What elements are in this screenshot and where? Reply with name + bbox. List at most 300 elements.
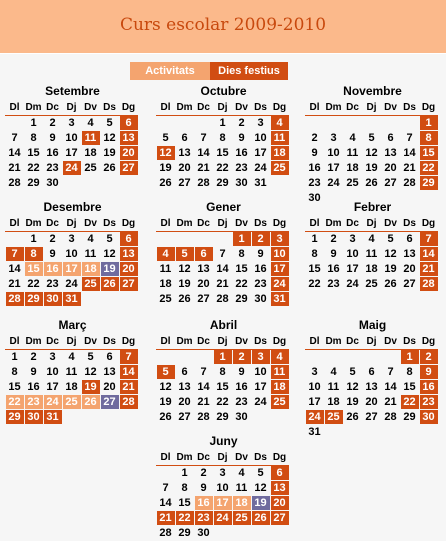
month-març — [5, 318, 140, 425]
day-cell: 16 — [420, 380, 438, 394]
weekday-header: Dc — [194, 101, 213, 116]
day-cell: 28 — [420, 277, 438, 291]
day-cell: 15 — [178, 497, 191, 509]
day-cell: 1 — [233, 232, 251, 246]
day-cell: 1 — [420, 116, 438, 130]
day-cell: 25 — [365, 278, 378, 290]
day-cell: 10 — [346, 248, 359, 260]
day-cell: 14 — [197, 381, 210, 393]
day-cell: 22 — [216, 396, 229, 408]
empty-cell — [362, 116, 381, 131]
day-cell: 29 — [216, 177, 229, 189]
month-name: Maig — [358, 318, 387, 332]
weekday-header: Dl — [305, 217, 324, 232]
day-cell: 4 — [349, 132, 356, 144]
day-cell: 17 — [327, 162, 340, 174]
day-cell: 5 — [157, 365, 175, 379]
day-cell: 13 — [403, 248, 416, 260]
day-cell: 28 — [197, 177, 210, 189]
weekday-header: Ds — [100, 335, 119, 350]
weekday-header: Ds — [100, 101, 119, 116]
day-cell: 13 — [178, 381, 191, 393]
month-grid — [5, 335, 138, 425]
day-cell: 15 — [27, 147, 40, 159]
day-cell: 10 — [254, 366, 267, 378]
weekday-header: Ds — [400, 101, 419, 116]
day-cell: 14 — [403, 147, 416, 159]
weekday-header: Dv — [381, 101, 400, 116]
day-cell: 6 — [120, 116, 138, 130]
month-name: Juny — [209, 434, 238, 448]
day-cell: 27 — [101, 395, 119, 409]
day-cell: 18 — [271, 380, 289, 394]
day-cell: 2 — [200, 467, 207, 479]
day-cell: 22 — [27, 162, 40, 174]
day-cell: 30 — [235, 411, 248, 423]
day-cell: 16 — [235, 147, 248, 159]
day-cell: 9 — [30, 366, 37, 378]
day-cell: 20 — [403, 263, 416, 275]
day-cell: 14 — [216, 263, 229, 275]
month-name: Abril — [209, 318, 238, 332]
day-cell: 20 — [197, 278, 210, 290]
day-cell: 8 — [219, 132, 226, 144]
weekday-header: Dj — [213, 101, 232, 116]
day-cell: 30 — [308, 192, 321, 204]
month-juny — [156, 434, 291, 541]
day-cell: 25 — [159, 293, 172, 305]
weekday-header: Dj — [213, 451, 232, 466]
weekday-header: Dg — [270, 451, 289, 466]
month-grid — [5, 101, 138, 191]
weekday-header: Dc — [343, 101, 362, 116]
day-cell: 24 — [327, 177, 340, 189]
day-cell: 6 — [271, 466, 289, 480]
day-cell: 10 — [308, 381, 321, 393]
day-cell: 7 — [6, 247, 24, 261]
day-cell: 4 — [330, 366, 337, 378]
day-cell: 7 — [120, 350, 138, 364]
day-cell: 23 — [254, 278, 267, 290]
weekday-header: Dg — [270, 217, 289, 232]
month-grid — [305, 101, 438, 206]
day-cell: 8 — [311, 248, 318, 260]
empty-cell — [343, 350, 362, 365]
weekday-header: Dm — [175, 217, 194, 232]
day-cell: 11 — [82, 131, 100, 145]
weekday-header: Dj — [213, 335, 232, 350]
day-cell: 11 — [346, 147, 359, 159]
day-cell: 13 — [197, 263, 210, 275]
day-cell: 16 — [254, 263, 267, 275]
day-cell: 17 — [254, 381, 267, 393]
day-cell: 29 — [178, 527, 191, 539]
day-cell: 25 — [63, 395, 81, 409]
weekday-header: Dj — [362, 217, 381, 232]
day-cell: 10 — [254, 132, 267, 144]
day-cell: 26 — [159, 411, 172, 423]
day-cell: 11 — [84, 248, 97, 260]
empty-cell — [5, 232, 24, 247]
day-cell: 16 — [235, 381, 248, 393]
month-name: Novembre — [343, 84, 402, 98]
weekday-header: Dl — [5, 217, 24, 232]
month-name: Octubre — [200, 84, 247, 98]
tab-activitats[interactable]: Activitats — [130, 62, 210, 80]
day-cell: 24 — [254, 162, 267, 174]
day-cell: 2 — [49, 233, 56, 245]
day-cell: 31 — [308, 426, 321, 438]
weekday-header: Dg — [419, 335, 438, 350]
day-cell: 8 — [11, 366, 18, 378]
day-cell: 28 — [403, 177, 416, 189]
day-cell: 28 — [159, 527, 172, 539]
day-cell: 4 — [68, 351, 75, 363]
empty-cell — [175, 116, 194, 131]
weekday-header: Dl — [305, 335, 324, 350]
day-cell: 28 — [216, 293, 229, 305]
empty-cell — [324, 350, 343, 365]
day-cell: 4 — [157, 247, 175, 261]
day-cell: 19 — [82, 380, 100, 394]
tab-dies-festius[interactable]: Dies festius — [210, 62, 288, 80]
day-cell: 3 — [330, 132, 337, 144]
weekday-header: Dc — [194, 451, 213, 466]
day-cell: 3 — [219, 467, 226, 479]
day-cell: 24 — [65, 278, 78, 290]
day-cell: 5 — [87, 351, 94, 363]
day-cell: 5 — [387, 233, 394, 245]
weekday-header: Dc — [343, 217, 362, 232]
day-cell: 30 — [25, 410, 43, 424]
day-cell: 9 — [238, 366, 245, 378]
day-cell: 14 — [159, 497, 172, 509]
weekday-header: Dl — [5, 335, 24, 350]
day-cell: 25 — [325, 410, 343, 424]
month-name: Febrer — [353, 200, 392, 214]
month-grid — [305, 335, 438, 440]
day-cell: 2 — [420, 350, 438, 364]
day-cell: 16 — [46, 147, 59, 159]
day-cell: 2 — [311, 132, 318, 144]
empty-cell — [194, 232, 213, 247]
day-cell: 1 — [219, 117, 226, 129]
day-cell: 20 — [178, 162, 191, 174]
day-cell: 6 — [368, 366, 375, 378]
weekday-header: Dj — [213, 217, 232, 232]
weekday-header: Dc — [43, 101, 62, 116]
day-cell: 22 — [176, 511, 194, 525]
day-cell: 8 — [219, 366, 226, 378]
day-cell: 5 — [162, 132, 169, 144]
day-cell: 14 — [420, 247, 438, 261]
day-cell: 27 — [403, 278, 416, 290]
day-cell: 17 — [346, 263, 359, 275]
day-cell: 17 — [254, 147, 267, 159]
day-cell: 8 — [30, 132, 37, 144]
day-cell: 24 — [271, 277, 289, 291]
empty-cell — [400, 116, 419, 131]
day-cell: 19 — [159, 396, 172, 408]
weekday-header: Dm — [24, 335, 43, 350]
day-cell: 6 — [181, 366, 188, 378]
weekday-header: Dv — [232, 451, 251, 466]
day-cell: 25 — [271, 161, 289, 175]
day-cell: 6 — [406, 233, 413, 245]
day-cell: 14 — [384, 381, 397, 393]
weekday-header: Ds — [251, 101, 270, 116]
day-cell: 1 — [30, 117, 37, 129]
weekday-header: Dl — [156, 217, 175, 232]
day-cell: 28 — [8, 177, 21, 189]
day-cell: 15 — [25, 262, 43, 276]
day-cell: 31 — [254, 177, 267, 189]
day-cell: 9 — [238, 132, 245, 144]
day-cell: 24 — [254, 396, 267, 408]
day-cell: 19 — [159, 162, 172, 174]
day-cell: 1 — [11, 351, 18, 363]
day-cell: 30 — [44, 292, 62, 306]
day-cell: 21 — [216, 278, 229, 290]
day-cell: 22 — [6, 395, 24, 409]
day-cell: 9 — [257, 248, 264, 260]
day-cell: 5 — [106, 233, 113, 245]
day-cell: 21 — [197, 162, 210, 174]
day-cell: 12 — [365, 147, 378, 159]
weekday-header: Dv — [381, 217, 400, 232]
day-cell: 29 — [235, 293, 248, 305]
month-grid — [156, 335, 289, 425]
day-cell: 12 — [103, 248, 116, 260]
day-cell: 6 — [181, 132, 188, 144]
day-cell: 26 — [159, 177, 172, 189]
weekday-header: Dc — [43, 217, 62, 232]
day-cell: 5 — [368, 132, 375, 144]
day-cell: 24 — [63, 161, 81, 175]
day-cell: 3 — [68, 233, 75, 245]
day-cell: 27 — [120, 277, 138, 291]
day-cell: 24 — [346, 278, 359, 290]
day-cell: 30 — [197, 527, 210, 539]
day-cell: 22 — [235, 278, 248, 290]
day-cell: 3 — [311, 366, 318, 378]
weekday-header: Dl — [156, 101, 175, 116]
weekday-header: Dl — [156, 335, 175, 350]
weekday-header: Dv — [81, 335, 100, 350]
day-cell: 27 — [365, 411, 378, 423]
day-cell: 29 — [27, 177, 40, 189]
day-cell: 7 — [11, 132, 18, 144]
weekday-header: Ds — [251, 335, 270, 350]
weekday-header: Dl — [305, 101, 324, 116]
month-grid — [156, 451, 289, 541]
day-cell: 11 — [65, 366, 78, 378]
day-cell: 8 — [420, 131, 438, 145]
month-name: Gener — [206, 200, 241, 214]
day-cell: 30 — [420, 410, 438, 424]
weekday-header: Dg — [119, 101, 138, 116]
day-cell: 9 — [311, 147, 318, 159]
day-cell: 26 — [178, 293, 191, 305]
day-cell: 4 — [368, 233, 375, 245]
day-cell: 27 — [178, 411, 191, 423]
day-cell: 21 — [157, 511, 175, 525]
day-cell: 9 — [200, 482, 207, 494]
day-cell: 18 — [65, 381, 78, 393]
day-cell: 17 — [46, 381, 59, 393]
day-cell: 16 — [327, 263, 340, 275]
day-cell: 18 — [82, 262, 100, 276]
day-cell: 3 — [49, 351, 56, 363]
day-cell: 4 — [238, 467, 245, 479]
day-cell: 13 — [120, 131, 138, 145]
day-cell: 15 — [308, 263, 321, 275]
day-cell: 25 — [346, 177, 359, 189]
month-grid — [156, 101, 289, 191]
day-cell: 7 — [387, 366, 394, 378]
day-cell: 13 — [271, 481, 289, 495]
month-gener — [156, 200, 291, 307]
day-cell: 16 — [27, 381, 40, 393]
weekday-header: Dg — [419, 217, 438, 232]
day-cell: 19 — [101, 262, 119, 276]
day-cell: 23 — [308, 177, 321, 189]
weekday-header: Dl — [156, 451, 175, 466]
day-cell: 21 — [8, 278, 21, 290]
day-cell: 23 — [195, 511, 213, 525]
weekday-header: Ds — [251, 217, 270, 232]
day-cell: 7 — [219, 248, 226, 260]
day-cell: 11 — [271, 365, 289, 379]
day-cell: 21 — [197, 396, 210, 408]
month-name: Setembre — [45, 84, 100, 98]
day-cell: 17 — [214, 496, 232, 510]
month-octubre — [156, 84, 291, 191]
day-cell: 29 — [420, 176, 438, 190]
weekday-header: Dc — [194, 335, 213, 350]
day-cell: 27 — [271, 511, 289, 525]
day-cell: 29 — [216, 411, 229, 423]
empty-cell — [156, 466, 175, 481]
day-cell: 26 — [101, 277, 119, 291]
day-cell: 1 — [214, 350, 232, 364]
day-cell: 16 — [195, 496, 213, 510]
day-cell: 9 — [49, 132, 56, 144]
month-grid — [156, 217, 289, 307]
day-cell: 26 — [346, 411, 359, 423]
day-cell: 10 — [65, 132, 78, 144]
day-cell: 22 — [27, 278, 40, 290]
month-name: Desembre — [43, 200, 102, 214]
day-cell: 30 — [235, 177, 248, 189]
month-grid — [305, 217, 438, 292]
day-cell: 28 — [197, 411, 210, 423]
day-cell: 27 — [197, 293, 210, 305]
weekday-header: Dc — [43, 335, 62, 350]
day-cell: 19 — [384, 263, 397, 275]
day-cell: 13 — [178, 147, 191, 159]
day-cell: 11 — [327, 381, 340, 393]
day-cell: 2 — [238, 117, 245, 129]
day-cell: 3 — [252, 350, 270, 364]
day-cell: 18 — [346, 162, 359, 174]
day-cell: 13 — [120, 247, 138, 261]
day-cell: 20 — [120, 146, 138, 160]
day-cell: 26 — [82, 395, 100, 409]
day-cell: 22 — [308, 278, 321, 290]
month-desembre — [5, 200, 140, 307]
day-cell: 14 — [197, 147, 210, 159]
day-cell: 21 — [384, 396, 397, 408]
day-cell: 23 — [235, 396, 248, 408]
month-febrer — [305, 200, 440, 292]
day-cell: 5 — [106, 117, 113, 129]
day-cell: 19 — [103, 147, 116, 159]
day-cell: 7 — [200, 366, 207, 378]
day-cell: 30 — [254, 293, 267, 305]
empty-cell — [305, 350, 324, 365]
weekday-header: Dc — [343, 335, 362, 350]
day-cell: 10 — [271, 247, 289, 261]
day-cell: 23 — [46, 162, 59, 174]
day-cell: 15 — [420, 146, 438, 160]
day-cell: 18 — [159, 278, 172, 290]
day-cell: 4 — [87, 117, 94, 129]
day-cell: 9 — [49, 248, 56, 260]
day-cell: 21 — [403, 162, 416, 174]
day-cell: 19 — [365, 162, 378, 174]
empty-cell — [194, 116, 213, 131]
day-cell: 2 — [233, 350, 251, 364]
empty-cell — [305, 116, 324, 131]
day-cell: 23 — [25, 395, 43, 409]
weekday-header: Dv — [232, 335, 251, 350]
day-cell: 17 — [271, 262, 289, 276]
day-cell: 12 — [178, 263, 191, 275]
day-cell: 7 — [406, 132, 413, 144]
day-cell: 11 — [159, 263, 172, 275]
day-cell: 15 — [216, 147, 229, 159]
day-cell: 15 — [235, 263, 248, 275]
day-cell: 23 — [46, 278, 59, 290]
weekday-header: Dv — [232, 217, 251, 232]
weekday-header: Dj — [362, 101, 381, 116]
day-cell: 4 — [271, 350, 289, 364]
day-cell: 20 — [178, 396, 191, 408]
day-cell: 23 — [327, 278, 340, 290]
day-cell: 28 — [120, 395, 138, 409]
day-cell: 15 — [216, 381, 229, 393]
day-cell: 6 — [106, 351, 113, 363]
weekday-header: Dm — [175, 335, 194, 350]
day-cell: 8 — [406, 366, 413, 378]
day-cell: 24 — [44, 395, 62, 409]
weekday-header: Dg — [419, 101, 438, 116]
day-cell: 4 — [87, 233, 94, 245]
day-cell: 23 — [420, 395, 438, 409]
day-cell: 21 — [120, 380, 138, 394]
day-cell: 26 — [365, 177, 378, 189]
day-cell: 2 — [330, 233, 337, 245]
day-cell: 19 — [178, 278, 191, 290]
day-cell: 17 — [63, 262, 81, 276]
day-cell: 28 — [6, 292, 24, 306]
empty-cell — [156, 350, 175, 365]
empty-cell — [156, 116, 175, 131]
day-cell: 10 — [46, 366, 59, 378]
day-cell: 5 — [176, 247, 194, 261]
empty-cell — [213, 232, 232, 247]
